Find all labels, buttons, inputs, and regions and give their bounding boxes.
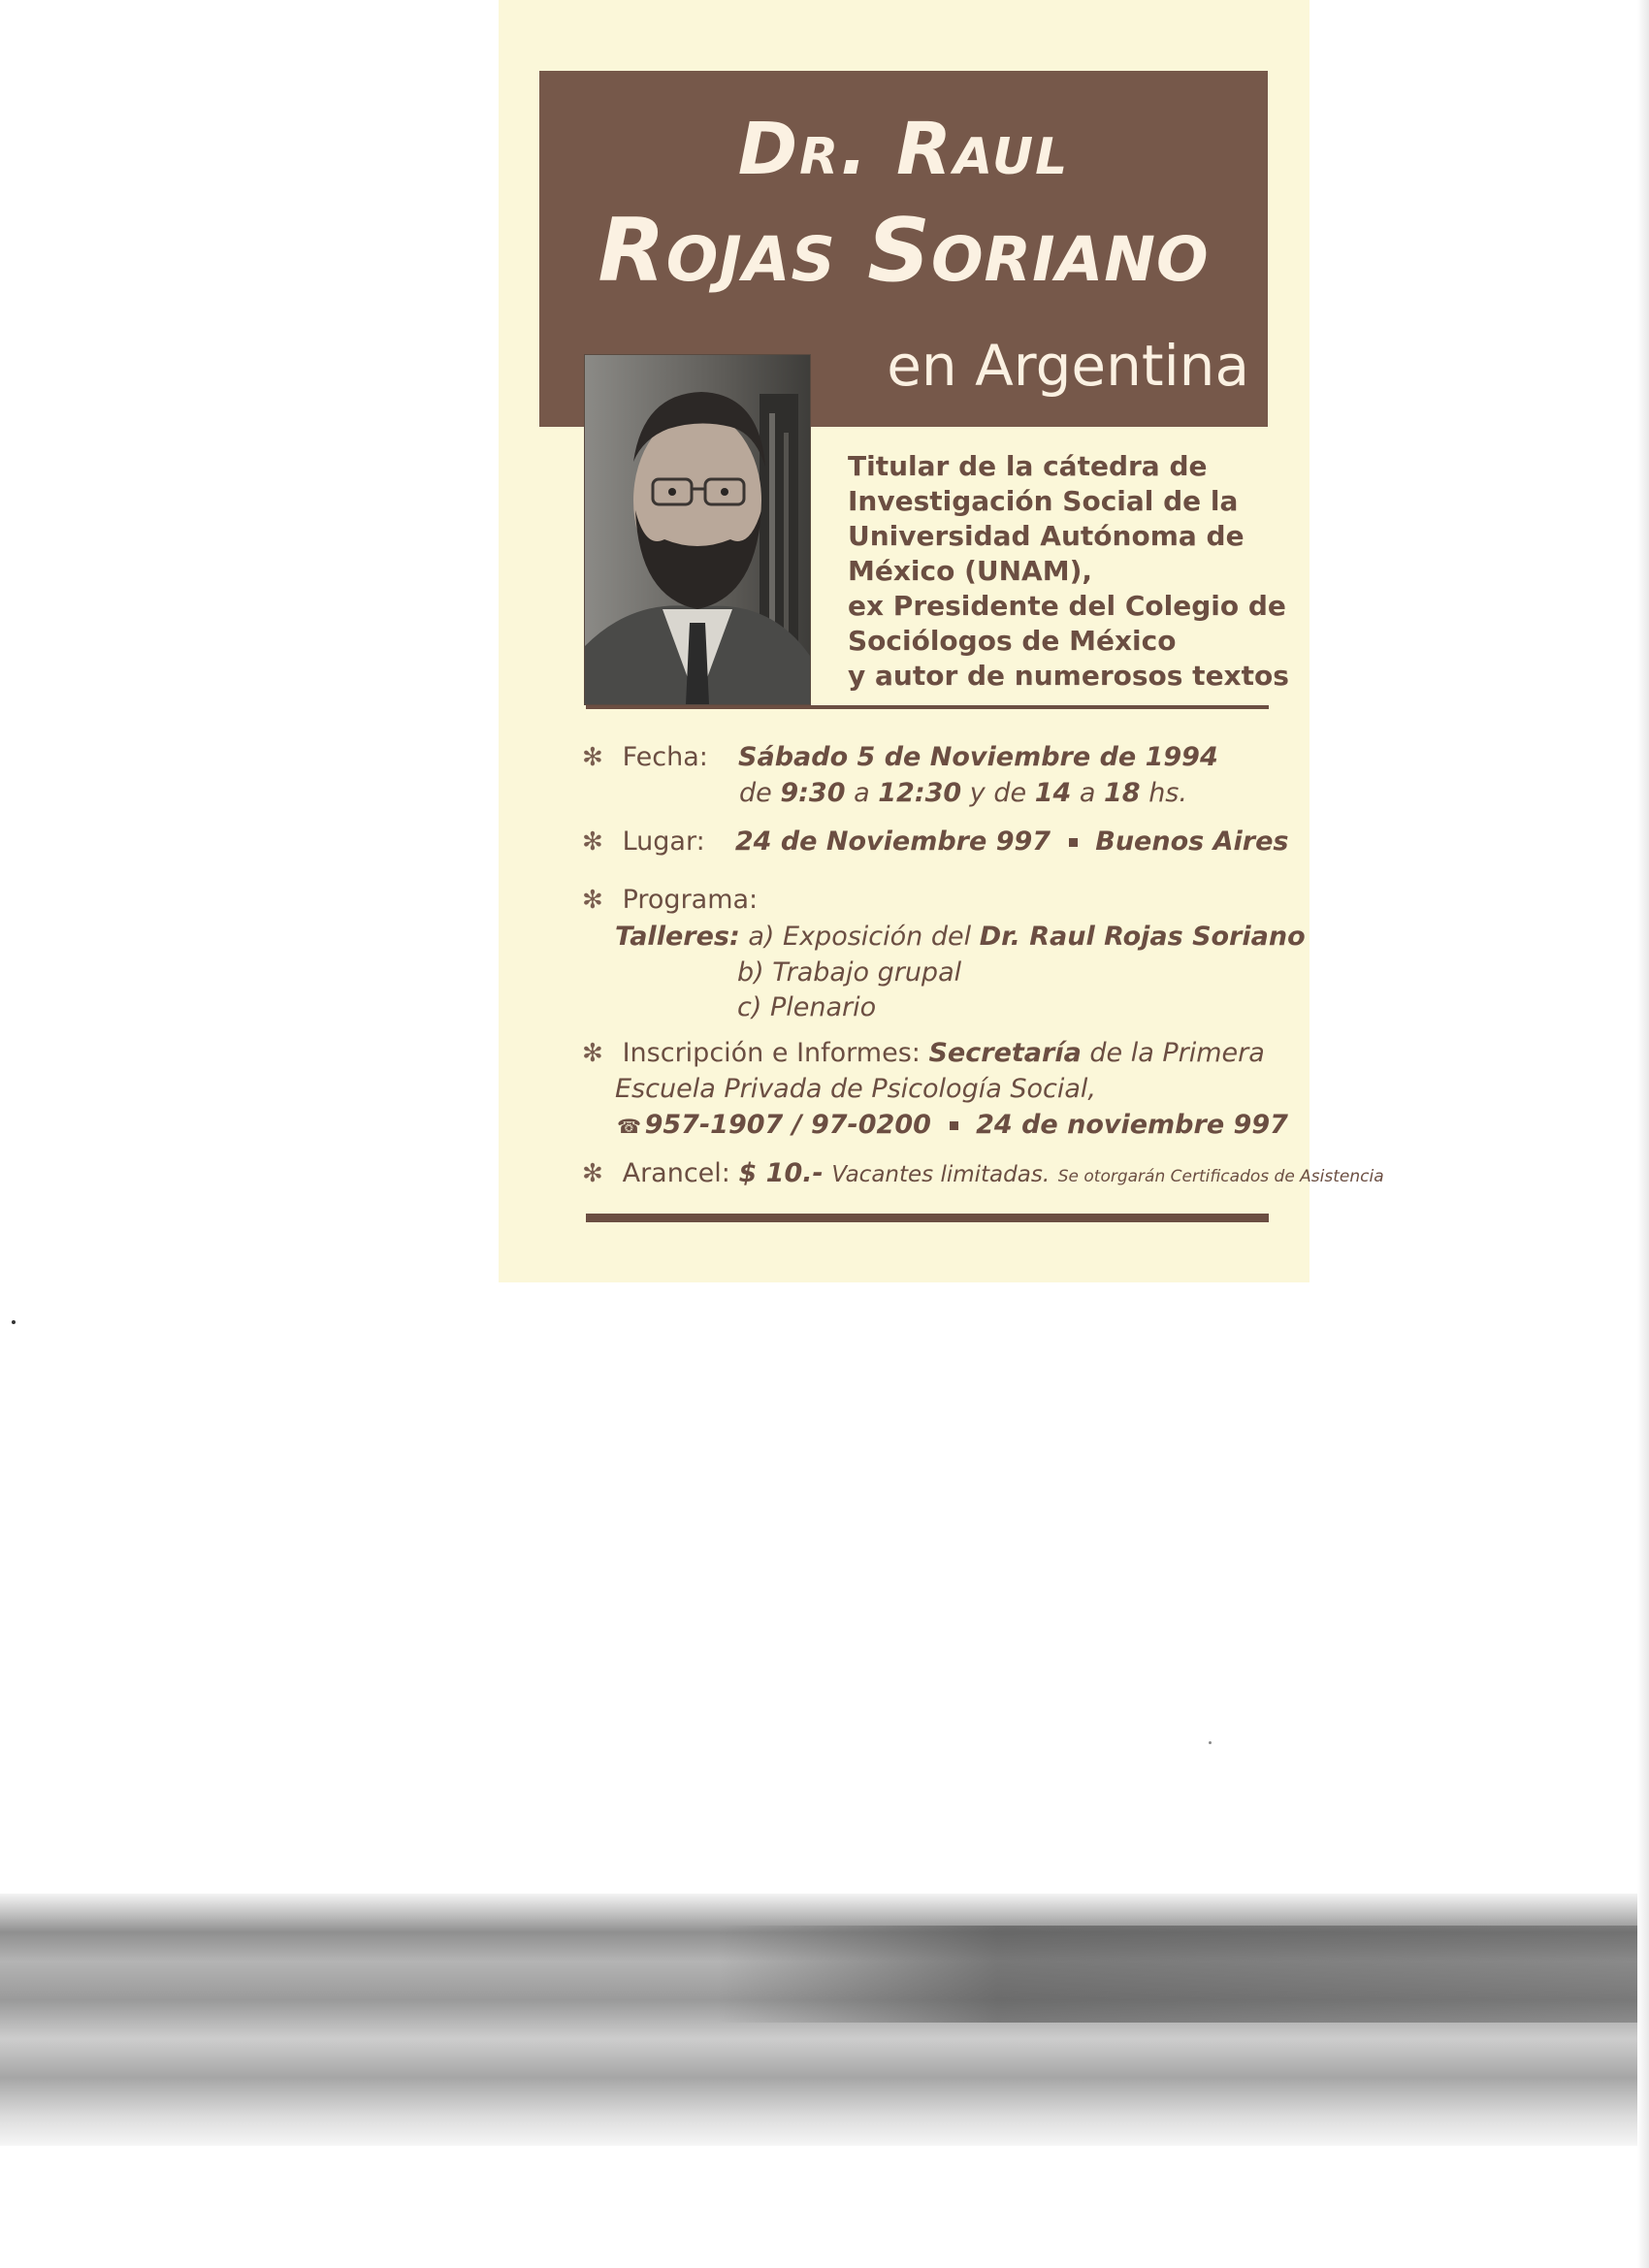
scan-band-streak — [718, 1926, 1649, 2023]
bio-line: y autor de numerosos textos — [848, 660, 1289, 692]
arancel-price: $ 10.- — [738, 1158, 824, 1188]
divider-top — [586, 705, 1269, 709]
portrait-photo — [584, 354, 811, 705]
taller-b: b) Trabajo grupal — [737, 957, 962, 988]
divider-bottom — [586, 1214, 1269, 1222]
bio-line: Titular de la cátedra de — [848, 450, 1208, 482]
inscripcion-label: Inscripción e Informes: — [622, 1038, 921, 1068]
programa-row — [582, 885, 758, 915]
lugar-row — [582, 826, 1288, 857]
lugar-label: Lugar: — [622, 826, 705, 857]
asterisk-bullet-icon: ✻ — [582, 886, 603, 915]
taller-b-row — [737, 957, 961, 988]
bio-line: Universidad Autónoma de — [848, 520, 1245, 552]
fecha-row — [582, 742, 1218, 772]
scan-edge — [1637, 0, 1649, 2268]
fecha-date: Sábado 5 de Noviembre de 1994 — [738, 742, 1218, 772]
arancel-certificados: Se otorgarán Certificados de Asistencia — [1057, 1167, 1384, 1186]
fecha-time-start2: 14 — [1034, 778, 1072, 808]
arancel-row — [582, 1158, 1384, 1188]
talleres-label: Talleres: — [615, 922, 740, 952]
fecha-time-start: 9:30 — [780, 778, 846, 808]
title-location: en Argentina — [887, 333, 1249, 399]
taller-c: c) Plenario — [737, 992, 877, 1022]
talleres-row — [615, 922, 1306, 952]
bio-text — [848, 449, 1289, 694]
phone-icon: ☎ — [617, 1115, 641, 1138]
inscripcion-row — [582, 1038, 1265, 1068]
asterisk-bullet-icon: ✻ — [582, 743, 603, 772]
lugar-address: 24 de Noviembre 997 — [734, 826, 1051, 857]
inscripcion-line2-row — [615, 1074, 1096, 1104]
portrait-image — [585, 355, 810, 704]
inscripcion-phones: 957-1907 / 97-0200 — [644, 1110, 931, 1140]
scan-speck — [12, 1320, 16, 1324]
inscripcion-rest: de la Primera — [1089, 1038, 1265, 1068]
bio-line: Investigación Social de la — [848, 485, 1239, 517]
flyer — [499, 0, 1384, 1282]
square-separator-icon — [950, 1121, 958, 1130]
bio-line: México (UNAM), — [848, 555, 1093, 587]
fecha-time-hs: hs. — [1148, 778, 1187, 808]
bio-line: ex Presidente del Colegio de — [848, 590, 1286, 622]
taller-a-prefix: a) Exposición del — [748, 922, 972, 952]
programa-label: Programa: — [622, 885, 759, 915]
inscripcion-phone-row — [617, 1110, 1288, 1140]
asterisk-bullet-icon: ✻ — [582, 1159, 603, 1188]
fecha-time-de: de — [739, 778, 772, 808]
fecha-time-end2: 18 — [1104, 778, 1141, 808]
lugar-city: Buenos Aires — [1095, 826, 1289, 857]
title-name-line1: Dr. Raul — [737, 108, 1070, 191]
taller-a-name: Dr. Raul Rojas Soriano — [979, 922, 1306, 952]
fecha-time-end: 12:30 — [878, 778, 962, 808]
title-name-line2: Rojas Soriano — [598, 200, 1210, 302]
arancel-vacantes: Vacantes limitadas. — [831, 1162, 1051, 1187]
fecha-time-row — [739, 778, 1187, 808]
arancel-label: Arancel: — [622, 1158, 730, 1188]
fecha-time-a: a — [854, 778, 870, 808]
fecha-label: Fecha: — [622, 742, 708, 772]
fecha-time-a2: a — [1079, 778, 1096, 808]
asterisk-bullet-icon: ✻ — [582, 1039, 603, 1068]
scan-speck — [1209, 1741, 1212, 1744]
asterisk-bullet-icon: ✻ — [582, 827, 603, 857]
fecha-time-yde: y de — [969, 778, 1027, 808]
inscripcion-address: 24 de noviembre 997 — [976, 1110, 1288, 1140]
inscripcion-org: Secretaría — [928, 1038, 1082, 1068]
bio-line: Sociólogos de México — [848, 625, 1177, 657]
taller-c-row — [737, 992, 876, 1022]
inscripcion-line2: Escuela Privada de Psicología Social, — [615, 1074, 1096, 1104]
square-separator-icon — [1069, 838, 1078, 847]
